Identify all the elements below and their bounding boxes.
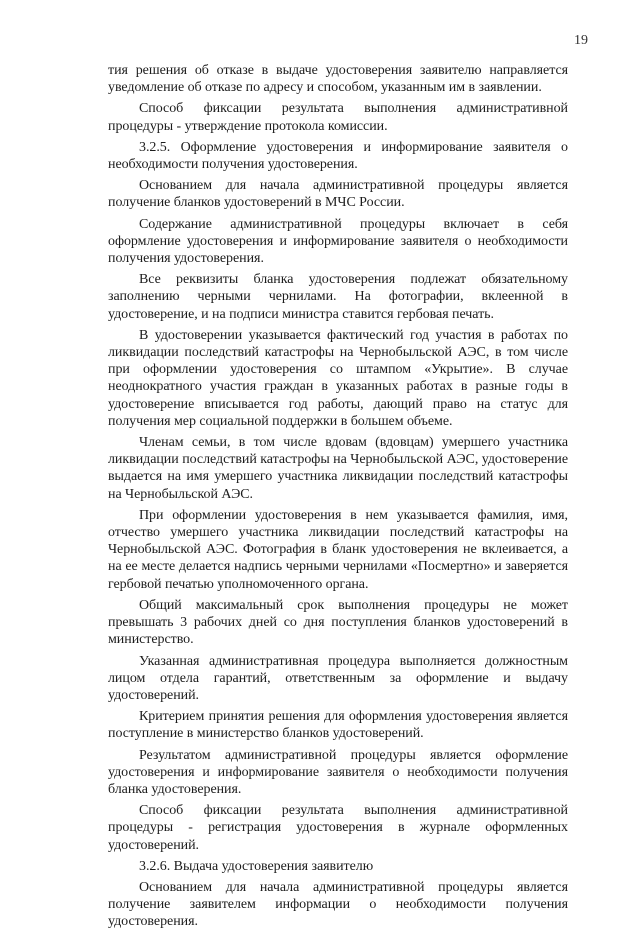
paragraph-procedure-content: Содержание административной процедуры включает в себя оформление удостоверения и информирование заявителя о необходимости получения удостоверения. bbox=[108, 216, 568, 267]
paragraph-basis-blanks-received: Основанием для начала административной процедуры является получение бланков удостоверений в МЧС России. bbox=[108, 178, 568, 211]
document-body bbox=[108, 62, 568, 935]
page-number: 19 bbox=[574, 33, 588, 48]
paragraph-family-members: Членам семьи, в том числе вдовам (вдовцам) умершего участника ликвидации последствий катастрофы на Чернобыльской АЭС, удостоверение выдается на имя умершего участника ликвидации последствий катастрофы на Чернобыльской АЭС. bbox=[108, 435, 568, 502]
paragraph-decision-criterion: Критерием принятия решения для оформления удостоверения является поступление в министерство бланков удостоверений. bbox=[108, 709, 568, 742]
section-heading-3-2-5: 3.2.5. Оформление удостоверения и информирование заявителя о необходимости получения удостоверения. bbox=[108, 139, 568, 173]
section-heading-3-2-6: 3.2.6. Выдача удостоверения заявителю bbox=[139, 858, 374, 874]
paragraph-fixation-journal: Способ фиксации результата выполнения административной процедуры - регистрация удостоверения в журнале оформленных удостоверений. bbox=[108, 803, 568, 853]
paragraph-year-of-participation: В удостоверении указывается фактический год участия в работах по ликвидации последствий катастрофы на Чернобыльской АЭС, в том числе при оформлении удостоверения со штампом «Укрытие». В случае неоднократного участия граждан в указанных работах в разные годы в удостоверение вписывается год работы, дающий право на статус для получения мер социальной поддержки в большем объеме. bbox=[108, 327, 568, 429]
paragraph-maximum-term: Общий максимальный срок выполнения процедуры не может превышать 3 рабочих дней со дня поступления бланков удостоверений в министерство. bbox=[108, 597, 568, 648]
paragraph-refusal-notice-continuation: тия решения об отказе в выдаче удостоверения заявителю направляется уведомление об отказе по адресу и способом, указанным им в заявлении. bbox=[108, 63, 568, 96]
paragraph-fixation-protocol: Способ фиксации результата выполнения административной процедуры - утверждение протокола комиссии. bbox=[108, 101, 568, 134]
paragraph-posthumous-issue: При оформлении удостоверения в нем указывается фамилия, имя, отчество умершего участника ликвидации последствий катастрофы на Чернобыльской АЭС. Фотография в бланк удостоверения не вклеивается, а на ее месте делается надпись черными чернилами «Посмертно» и заверяется гербовой печатью уполномоченного органа. bbox=[108, 507, 568, 592]
paragraph-blank-requisites: Все реквизиты бланка удостоверения подлежат обязательному заполнению черными чернилами. На фотографии, вклеенной в удостоверение, и на подписи министра ставится гербовая печать. bbox=[108, 272, 568, 322]
paragraph-responsible-official: Указанная административная процедура выполняется должностным лицом отдела гарантий, ответственным за оформление и выдачу удостоверений. bbox=[108, 653, 568, 703]
paragraph-procedure-result: Результатом административной процедуры является оформление удостоверения и информирование заявителя о необходимости получения бланка удостоверения. bbox=[108, 747, 568, 797]
paragraph-basis-issuance: Основанием для начала административной процедуры является получение заявителем информации о необходимости получения удостоверения. bbox=[108, 879, 568, 930]
